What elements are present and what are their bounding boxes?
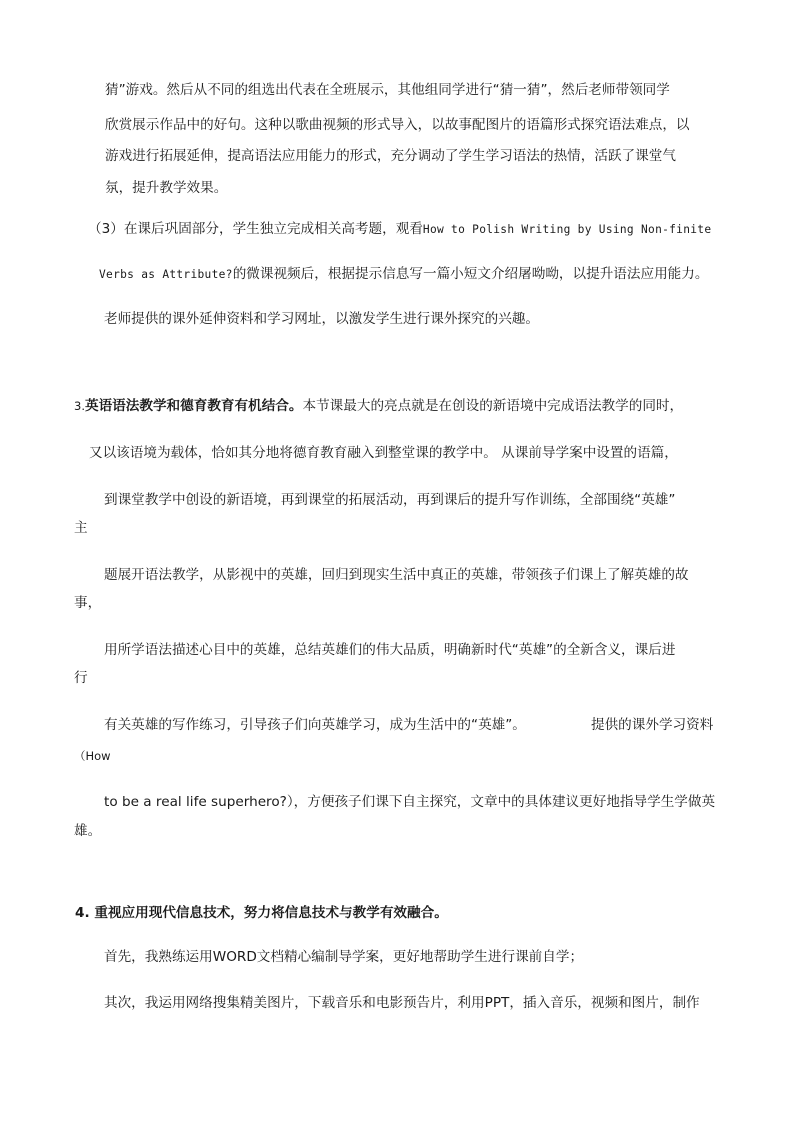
text-line: Verbs as Attribute?的微课视频后，根据提示信息写一篇小短文介绍屠呦呦，以提升语法应用能力。 — [99, 266, 709, 282]
text-line: 题展开语法教学，从影视中的英雄，回归到现实生活中真正的英雄，带领孩子们课上了解英雄的故 — [104, 567, 689, 583]
text-line: 到课堂教学中创设的新语境，再到课堂的拓展活动，再到课后的提升写作训练，全部围绕“英雄” — [104, 492, 676, 508]
section-heading: 4. 重视应用现代信息技术，努力将信息技术与教学有效融合。 — [75, 905, 448, 921]
text-line: 主 — [74, 520, 88, 536]
text-line: 事， — [74, 595, 102, 611]
text-line: （3）在课后巩固部分，学生独立完成相关高考题，观看How to Polish Writing by Using Non-finite — [88, 221, 712, 237]
text-line: 用所学语法描述心目中的英雄，总结英雄们的伟大品质，明确新时代“英雄”的全新含义，课后进 — [104, 642, 676, 658]
text-line: 氛，提升教学效果。 — [105, 180, 228, 196]
text-line: 又以该语境为载体，恰如其分地将德育教育融入到整堂课的教学中。 从课前导学案中设置的语篇， — [89, 445, 678, 461]
section-heading: 3.英语语法教学和德育教育有机结合。本节课最大的亮点就是在创设的新语境中完成语法教学的同时， — [74, 398, 684, 414]
text-line: 有关英雄的写作练习，引导孩子们向英雄学习，成为生活中的“英雄”。 — [104, 717, 526, 733]
text-line: 欣赏展示作品中的好句。这种以歌曲视频的形式导入，以故事配图片的语篇形式探究语法难点，以 — [105, 117, 690, 133]
text-line: 提供的课外学习资料 — [591, 717, 714, 733]
text-line: 老师提供的课外延伸资料和学习网址，以激发学生进行课外探究的兴趣。 — [104, 311, 539, 327]
text-line: 游戏进行拓展延伸，提高语法应用能力的形式，充分调动了学生学习语法的热情，活跃了课堂气 — [105, 148, 676, 164]
text-line: 行 — [74, 670, 88, 686]
text-line: 猜”游戏。然后从不同的组选出代表在全班展示，其他组同学进行“猜一猜”，然后老师带领同学 — [105, 82, 670, 98]
text-line: （How — [74, 749, 111, 763]
text-line: 雄。 — [74, 823, 102, 839]
text-line: 其次，我运用网络搜集精美图片，下载音乐和电影预告片，利用PPT，插入音乐，视频和图片，制作 — [104, 995, 700, 1011]
text-line: 首先，我熟练运用WORD文档精心编制导学案，更好地帮助学生进行课前自学； — [104, 949, 584, 965]
text-line: to be a real life superhero?），方便孩子们课下自主探究，文章中的具体建议更好地指导学生学做英 — [104, 794, 716, 810]
